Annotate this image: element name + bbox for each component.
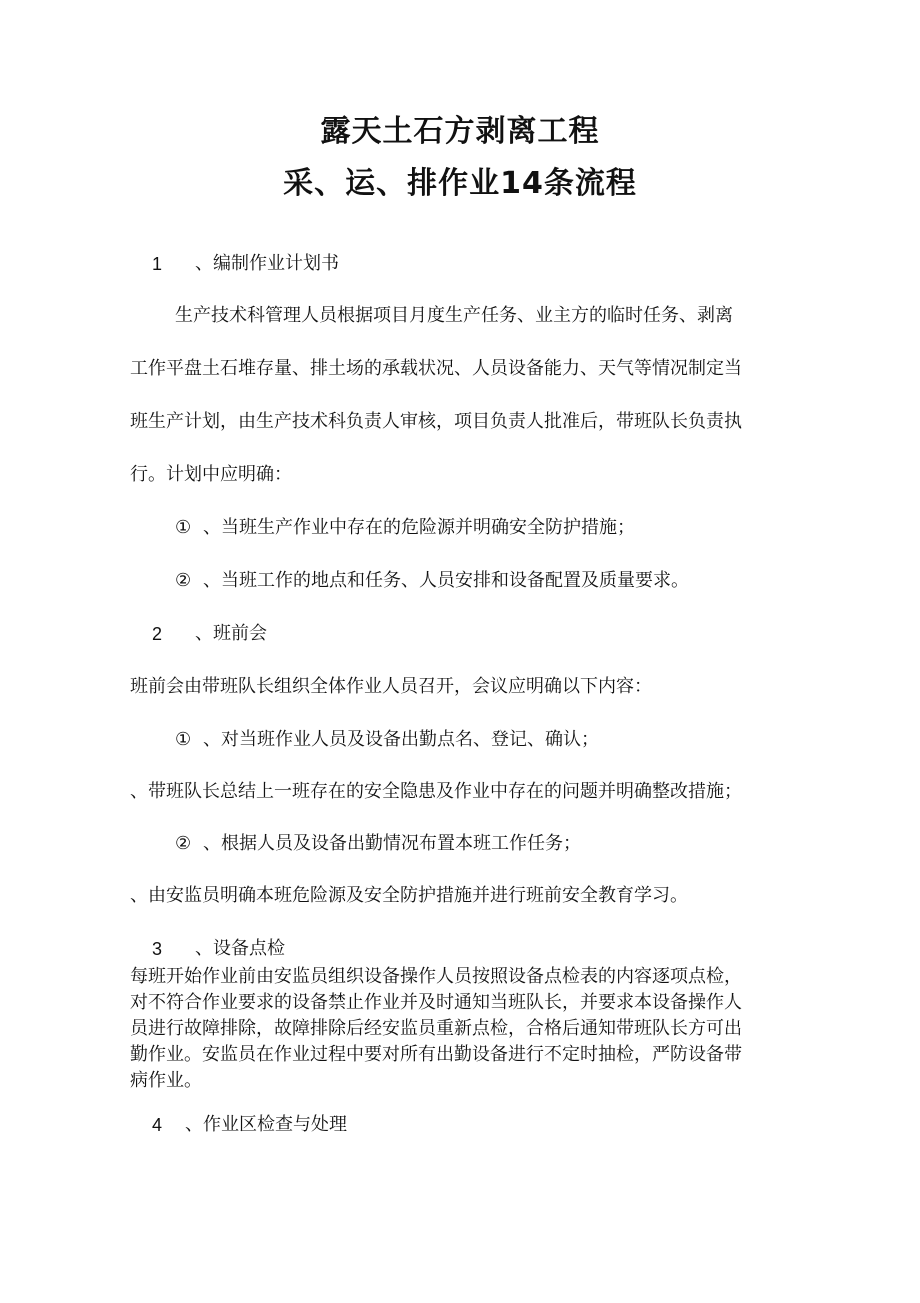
paragraph-line: 工作平盘土石堆存量、排土场的承载状况、人员设备能力、天气等情况制定当 (130, 358, 742, 379)
paragraph-line: 班生产计划，由生产技术科负责人审核，项目负责人批准后，带班队长负责执 (130, 411, 742, 432)
paragraph-line: 勤作业。安监员在作业过程中要对所有出勤设备进行不定时抽检，严防设备带 (130, 1044, 742, 1065)
section-title: 、班前会 (195, 623, 267, 644)
section-title: 、设备点检 (195, 938, 285, 959)
item-marker: ① (175, 729, 192, 750)
document-title-line-2: 采、运、排作业14条流程 (283, 166, 637, 201)
section-title: 、编制作业计划书 (195, 253, 339, 274)
paragraph-line: 生产技术科管理人员根据项目月度生产任务、业主方的临时任务、剥离 (175, 305, 733, 326)
section-number: 4 (152, 1115, 163, 1135)
section-number: 2 (152, 624, 163, 644)
paragraph-line: 病作业。 (130, 1070, 202, 1091)
item-text: 、当班生产作业中存在的危险源并明确安全防护措施； (203, 517, 635, 538)
section-2-line: 、由安监员明确本班危险源及安全防护措施并进行班前安全教育学习。 (130, 885, 688, 906)
item-marker: ② (175, 570, 192, 591)
item-marker: ① (175, 517, 192, 538)
item-marker: ② (175, 833, 192, 854)
paragraph-line: 每班开始作业前由安监员组织设备操作人员按照设备点检表的内容逐项点检， (130, 966, 742, 987)
section-number: 1 (152, 254, 163, 274)
section-number: 3 (152, 939, 163, 959)
paragraph-line: 员进行故障排除，故障排除后经安监员重新点检，合格后通知带班队长方可出 (130, 1018, 742, 1039)
paragraph-line: 行。计划中应明确： (130, 464, 292, 485)
paragraph-line: 对不符合作业要求的设备禁止作业并及时通知当班队长，并要求本设备操作人 (130, 992, 742, 1013)
section-2-line: 、带班队长总结上一班存在的安全隐患及作业中存在的问题并明确整改措施； (130, 781, 742, 802)
document-title-line-1: 露天土石方剥离工程 (320, 114, 600, 149)
item-text: 、对当班作业人员及设备出勤点名、登记、确认； (203, 729, 599, 750)
item-text: 、根据人员及设备出勤情况布置本班工作任务； (203, 833, 581, 854)
section-title: 、作业区检查与处理 (185, 1114, 347, 1135)
section-2-intro: 班前会由带班队长组织全体作业人员召开，会议应明确以下内容： (130, 676, 652, 697)
item-text: 、当班工作的地点和任务、人员安排和设备配置及质量要求。 (203, 570, 689, 591)
